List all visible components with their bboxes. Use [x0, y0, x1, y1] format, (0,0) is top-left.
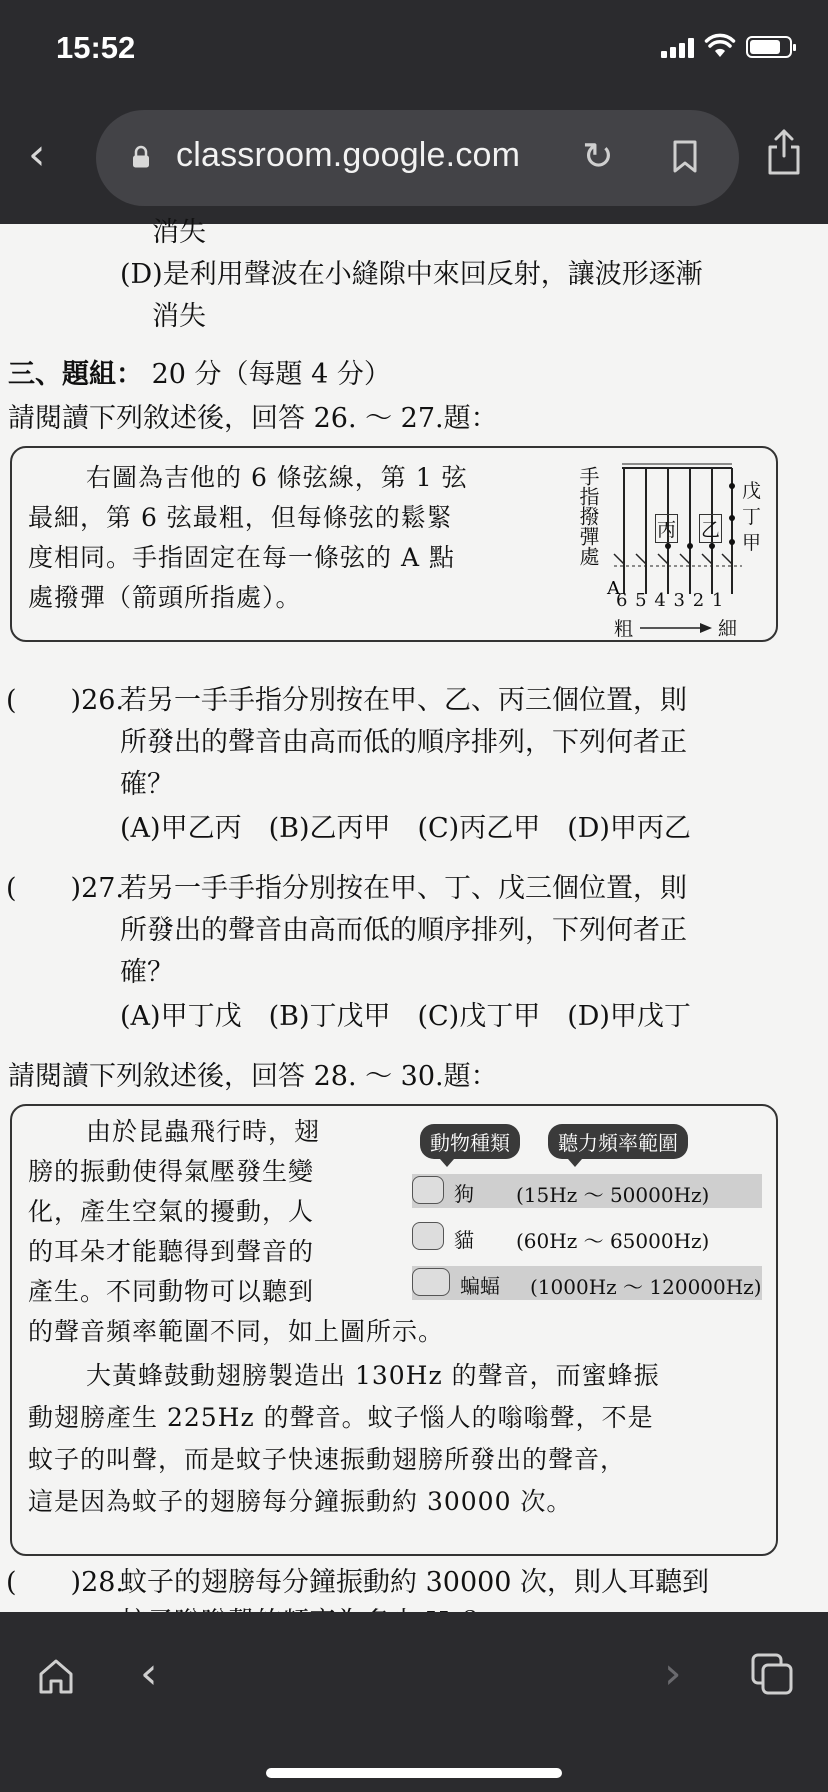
question-26-line2: 所發出的聲音由高而低的順序排列，下列何者正: [120, 727, 687, 758]
previous-option-tail: 消失: [152, 217, 206, 248]
hearing-range-table: [398, 1116, 768, 1306]
figure-label-wu: 戊: [742, 480, 762, 502]
home-indicator[interactable]: [266, 1768, 562, 1778]
passage-box-guitar: [10, 446, 778, 642]
passage2-line3: 化，產生空氣的擾動，人: [28, 1197, 315, 1226]
section-heading-title: 三、題組：: [8, 359, 143, 390]
header-hearing-range: 聽力頻率範圍: [548, 1124, 688, 1159]
web-content[interactable]: [0, 217, 828, 1612]
hearing-row-bat: [412, 1266, 762, 1300]
figure-string-numbers: 6 5 4 3 2 1: [616, 590, 725, 611]
figure-label-bing: 丙: [655, 514, 678, 543]
range-bat: (1000Hz ～ 120000Hz): [530, 1275, 762, 1299]
share-icon[interactable]: [766, 128, 802, 176]
passage2-line2: 膀的振動使得氣壓發生變: [28, 1157, 315, 1186]
bat-icon: [412, 1268, 450, 1296]
lock-icon: [132, 146, 150, 168]
browser-toolbar: [0, 100, 828, 224]
figure-label-yi: 乙: [699, 514, 722, 543]
reading-instruction-2: 請閱讀下列敘述後，回答 28. ～ 30.題：: [8, 1061, 498, 1092]
passage2-line9: 蚊子的叫聲，而是蚊子快速振動翅膀所發出的聲音，: [28, 1445, 627, 1474]
arrow-right-icon: [640, 622, 712, 634]
tabs-icon[interactable]: [750, 1652, 794, 1696]
question-28-line1: 蚊子的翅膀每分鐘振動約 30000 次，則人耳聽到: [120, 1567, 710, 1598]
question-27-number: ( )27.: [6, 873, 125, 904]
reading-instruction-1: 請閱讀下列敘述後，回答 26. ～ 27.題：: [8, 403, 498, 434]
bookmark-icon[interactable]: [672, 140, 698, 174]
passage2-line7: 大黃蜂鼓動翅膀製造出 130Hz 的聲音，而蜜蜂振: [86, 1361, 660, 1390]
status-icons: [661, 36, 792, 58]
figure-point-a: A: [607, 578, 620, 599]
chevron-right-icon[interactable]: ›: [664, 1648, 682, 1699]
question-27-options: (A)甲丁戊 (B)丁戊甲 (C)戊丁甲 (D)甲戊丁: [120, 1001, 691, 1032]
status-bar: [0, 0, 828, 100]
address-bar[interactable]: [96, 110, 739, 206]
passage2-line1: 由於昆蟲飛行時，翅: [86, 1117, 321, 1146]
figure-label-thick: 粗: [614, 618, 634, 640]
figure-label-jia: 甲: [742, 532, 762, 554]
header-animal-type: 動物種類: [420, 1124, 520, 1159]
battery-icon: [746, 36, 792, 58]
figure-label-thin: 細: [718, 618, 738, 640]
reload-icon[interactable]: ↻: [582, 134, 614, 178]
passage2-line5: 產生。不同動物可以聽到: [28, 1277, 315, 1306]
range-cat: (60Hz ～ 65000Hz): [516, 1229, 710, 1253]
cellular-signal-icon: [661, 38, 694, 58]
browser-bottom-toolbar: [0, 1612, 828, 1792]
hearing-row-cat: [412, 1220, 762, 1254]
question-27-line1: 若另一手手指分別按在甲、丁、戊三個位置，則: [120, 873, 687, 904]
passage2-line8: 動翅膀產生 225Hz 的聲音。蚊子惱人的嗡嗡聲，不是: [28, 1403, 654, 1432]
question-26-options: (A)甲乙丙 (B)乙丙甲 (C)丙乙甲 (D)甲丙乙: [120, 813, 691, 844]
chevron-left-icon[interactable]: ‹: [28, 129, 46, 180]
hearing-row-dog: [412, 1174, 762, 1208]
question-27-line3: 確？: [120, 957, 174, 988]
url-text[interactable]: classroom.google.com: [176, 136, 521, 174]
passage2-line10: 這是因為蚊子的翅膀每分鐘振動約 30000 次。: [28, 1487, 573, 1516]
figure-label-pluck: 手指撥彈處: [576, 466, 600, 566]
question-26-line3: 確？: [120, 769, 174, 800]
dog-icon: [412, 1176, 444, 1204]
chevron-left-icon[interactable]: ‹: [140, 1648, 158, 1699]
section-heading: [8, 358, 391, 392]
passage1-line1: 右圖為吉他的 6 條弦線，第 1 弦: [86, 463, 468, 492]
passage1-line2: 最細，第 6 弦最粗，但每條弦的鬆緊: [28, 503, 453, 532]
status-time: 15:52: [56, 30, 136, 65]
wifi-icon: [706, 36, 734, 58]
passage1-line3: 度相同。手指固定在每一條弦的 A 點: [28, 543, 455, 572]
animal-name-dog: 狗: [454, 1182, 474, 1206]
option-d-line1: (D)是利用聲波在小縫隙中來回反射，讓波形逐漸: [120, 259, 703, 290]
passage2-line4: 的耳朵才能聽得到聲音的: [28, 1237, 315, 1266]
question-28-number: ( )28.: [6, 1567, 125, 1598]
question-26-line1: 若另一手手指分別按在甲、乙、丙三個位置，則: [120, 685, 687, 716]
question-27-line2: 所發出的聲音由高而低的順序排列，下列何者正: [120, 915, 687, 946]
cat-icon: [412, 1222, 444, 1250]
figure-label-ding: 丁: [742, 506, 762, 528]
section-heading-score: 20 分（每題 4 分）: [151, 359, 391, 390]
question-26-number: ( )26.: [6, 685, 125, 716]
passage2-line6: 的聲音頻率範圍不同，如上圖所示。: [28, 1317, 445, 1346]
animal-name-cat: 貓: [454, 1228, 474, 1252]
range-dog: (15Hz ～ 50000Hz): [516, 1183, 710, 1207]
home-icon[interactable]: [36, 1656, 76, 1696]
option-d-line2: 消失: [152, 301, 206, 332]
passage-box-hearing: [10, 1104, 778, 1556]
animal-name-bat: 蝙蝠: [460, 1274, 500, 1298]
guitar-string-figure: [572, 456, 772, 642]
passage1-line4: 處撥彈（箭頭所指處）。: [28, 583, 302, 612]
